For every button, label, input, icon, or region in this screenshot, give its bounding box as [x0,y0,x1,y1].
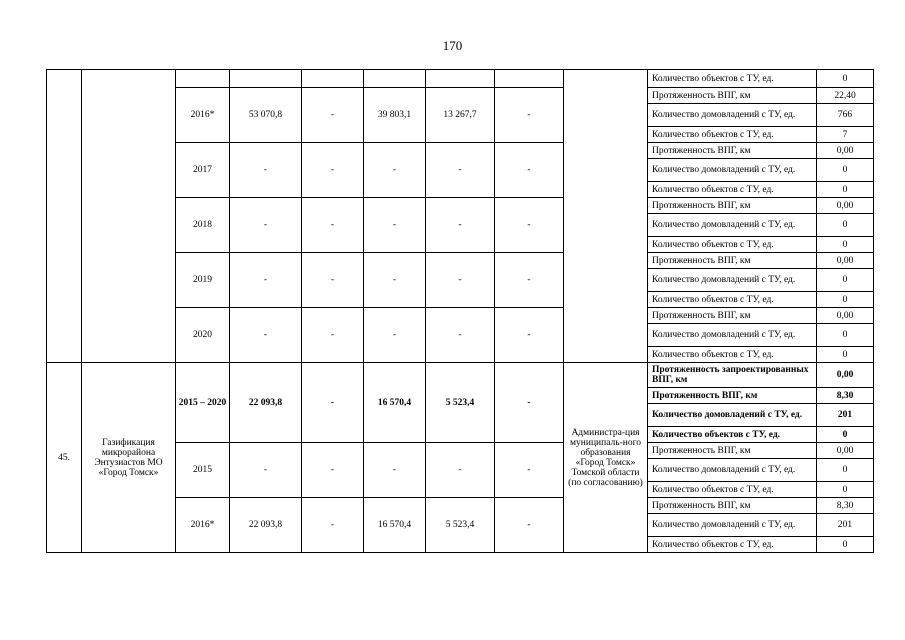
fund-cell [495,70,564,88]
year-cell: 2015 [176,443,230,498]
indicator-name: Протяженность ВПГ, км [648,498,817,514]
fund-cell: - [495,88,564,143]
indicator-name: Количество домовладений с ТУ, ед. [648,459,817,482]
indicator-name: Количество объектов с ТУ, ед. [648,237,817,253]
indicator-value: 201 [817,514,874,537]
indicator-name: Количество объектов с ТУ, ед. [648,127,817,143]
indicator-name: Протяженность ВПГ, км [648,388,817,404]
fund-cell: - [302,498,364,553]
total-cell [230,70,302,88]
fund-cell: 5 523,4 [426,498,495,553]
fund-cell: 16 570,4 [364,498,426,553]
row-name-cell [82,70,176,363]
indicator-name: Количество объектов с ТУ, ед. [648,482,817,498]
fund-cell: - [364,143,426,198]
total-cell: 22 093,8 [230,498,302,553]
indicator-value: 0,00 [817,198,874,214]
fund-cell [302,70,364,88]
indicator-name: Количество объектов с ТУ, ед. [648,70,817,88]
indicator-value: 8,30 [817,388,874,404]
indicator-name: Количество домовладений с ТУ, ед. [648,404,817,427]
fund-cell: - [302,143,364,198]
indicator-name: Количество домовладений с ТУ, ед. [648,159,817,182]
fund-cell: - [495,143,564,198]
fund-cell: - [495,308,564,363]
table-body [47,70,874,553]
indicator-value: 8,30 [817,498,874,514]
year-cell: 2016* [176,88,230,143]
total-cell: 22 093,8 [230,363,302,443]
fund-cell: - [364,443,426,498]
fund-cell: - [426,443,495,498]
table-row [47,363,874,388]
fund-cell [364,70,426,88]
total-cell: - [230,143,302,198]
indicator-value: 0 [817,159,874,182]
indicator-value: 0 [817,214,874,237]
indicator-value: 0 [817,182,874,198]
indicator-value: 0,00 [817,253,874,269]
indicator-name: Количество объектов с ТУ, ед. [648,347,817,363]
indicator-value: 0 [817,537,874,553]
executor-cell: Администра-ция муниципаль-ного образования «Город Томск» Томской области (по согласованию) [564,363,648,553]
indicator-value: 0 [817,70,874,88]
fund-cell: - [495,253,564,308]
year-cell: 2017 [176,143,230,198]
indicator-name: Количество объектов с ТУ, ед. [648,292,817,308]
indicator-value: 0,00 [817,308,874,324]
indicator-name: Количество домовладений с ТУ, ед. [648,514,817,537]
indicator-value: 201 [817,404,874,427]
indicator-name: Протяженность ВПГ, км [648,253,817,269]
indicator-name: Количество объектов с ТУ, ед. [648,427,817,443]
fund-cell: - [302,308,364,363]
indicator-value: 0 [817,347,874,363]
indicator-name: Количество домовладений с ТУ, ед. [648,104,817,127]
fund-cell: - [302,198,364,253]
year-cell: 2015 – 2020 [176,363,230,443]
indicator-value: 7 [817,127,874,143]
fund-cell: - [302,88,364,143]
indicator-name: Количество домовладений с ТУ, ед. [648,214,817,237]
fund-cell: 39 803,1 [364,88,426,143]
indicator-name: Количество объектов с ТУ, ед. [648,182,817,198]
year-cell: 2019 [176,253,230,308]
indicator-name: Протяженность ВПГ, км [648,198,817,214]
fund-cell: - [364,253,426,308]
indicator-name: Количество объектов с ТУ, ед. [648,537,817,553]
row-number-cell [47,70,82,363]
table-row [47,70,874,88]
program-table [46,69,874,553]
page-number: 170 [442,38,463,53]
executor-cell [564,70,648,363]
fund-cell [426,70,495,88]
indicator-value: 0 [817,482,874,498]
fund-cell: - [495,443,564,498]
fund-cell: - [426,308,495,363]
fund-cell: - [426,143,495,198]
year-cell [176,70,230,88]
total-cell: - [230,443,302,498]
indicator-value: 0,00 [817,443,874,459]
indicator-value: 0 [817,237,874,253]
fund-cell: 13 267,7 [426,88,495,143]
year-cell: 2016* [176,498,230,553]
fund-cell: - [426,253,495,308]
fund-cell: - [495,363,564,443]
indicator-value: 0 [817,459,874,482]
row-number-cell: 45. [47,363,82,553]
indicator-value: 0 [817,269,874,292]
fund-cell: - [364,308,426,363]
fund-cell: - [495,198,564,253]
total-cell: - [230,253,302,308]
indicator-value: 0 [817,324,874,347]
indicator-value: 0,00 [817,143,874,159]
year-cell: 2018 [176,198,230,253]
indicator-name: Протяженность ВПГ, км [648,143,817,159]
total-cell: - [230,308,302,363]
fund-cell: - [302,253,364,308]
fund-cell: - [495,498,564,553]
fund-cell: 16 570,4 [364,363,426,443]
indicator-value: 0 [817,427,874,443]
total-cell: - [230,198,302,253]
indicator-name: Количество домовладений с ТУ, ед. [648,324,817,347]
indicator-value: 22,40 [817,88,874,104]
indicator-name: Протяженность запроектированных ВПГ, км [648,363,817,388]
fund-cell: - [426,198,495,253]
total-cell: 53 070,8 [230,88,302,143]
indicator-name: Протяженность ВПГ, км [648,88,817,104]
fund-cell: - [364,198,426,253]
year-cell: 2020 [176,308,230,363]
indicator-name: Протяженность ВПГ, км [648,308,817,324]
indicator-name: Протяженность ВПГ, км [648,443,817,459]
fund-cell: - [302,443,364,498]
indicator-value: 0 [817,292,874,308]
indicator-value: 0,00 [817,363,874,388]
indicator-value: 766 [817,104,874,127]
fund-cell: 5 523,4 [426,363,495,443]
fund-cell: - [302,363,364,443]
indicator-name: Количество домовладений с ТУ, ед. [648,269,817,292]
row-name-cell: Газификация микрорайона Энтузиастов МО «Город Томск» [82,363,176,553]
